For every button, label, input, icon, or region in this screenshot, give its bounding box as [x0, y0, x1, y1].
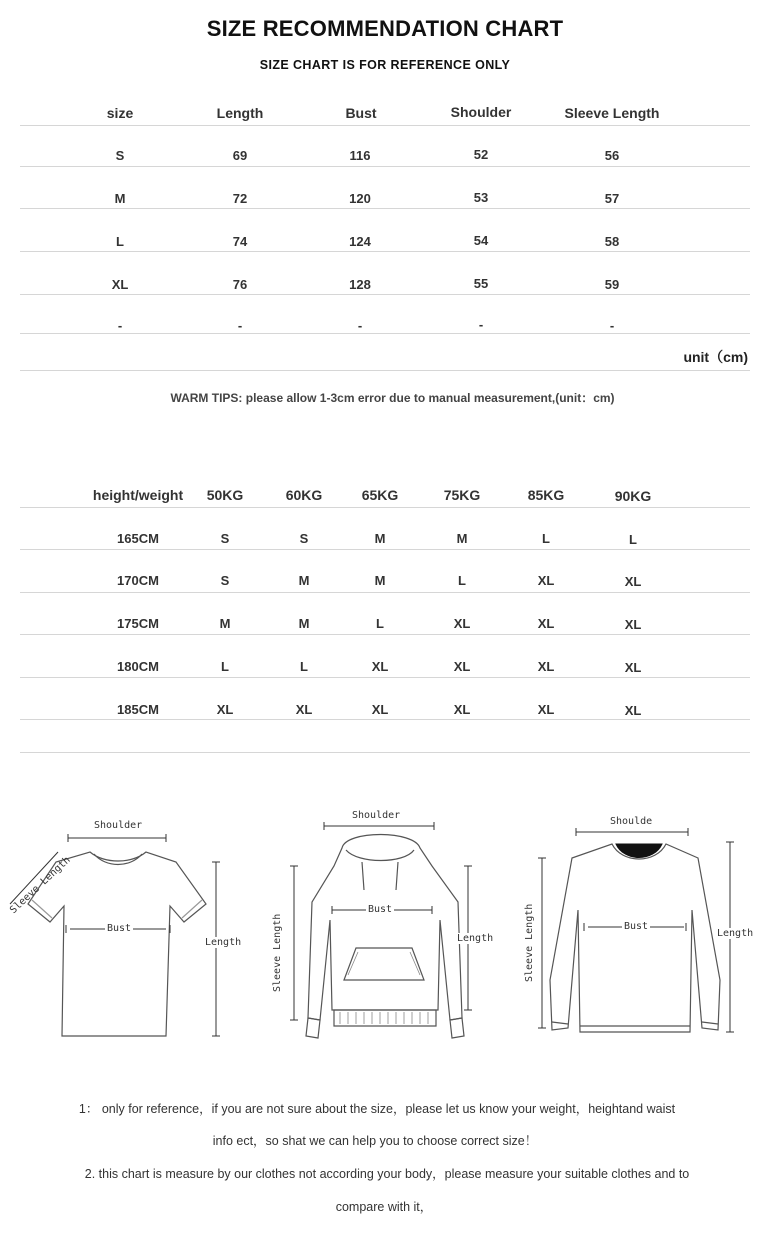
length-label: Length: [205, 937, 242, 948]
size-cell: 58: [604, 234, 620, 249]
divider: [20, 208, 750, 209]
size-chart-header: Length: [216, 105, 264, 121]
note-line: 2. this chart is measure by our clothes not according your body，please measure your suitable clothes and to: [84, 1167, 690, 1181]
hoodie-icon: [262, 800, 512, 1050]
shoulder-label: Shoulder: [94, 820, 143, 831]
size-cell: -: [478, 317, 484, 332]
size-cell: XL: [111, 277, 129, 292]
size-cell: -: [357, 318, 363, 333]
page-title: SIZE RECOMMENDATION CHART: [206, 16, 564, 41]
bust-label: Bust: [368, 904, 393, 915]
fit-cell: 175CM: [117, 616, 159, 631]
fit-chart-header: 75KG: [443, 487, 481, 503]
size-cell: 56: [604, 148, 620, 163]
size-cell: 124: [349, 234, 371, 249]
sleeve-length-label: Sleeve Length: [524, 903, 535, 982]
size-cell: 55: [473, 276, 489, 291]
fit-cell: L: [221, 659, 229, 674]
fit-cell: S: [220, 573, 230, 588]
length-label: Length: [717, 928, 754, 939]
fit-cell: XL: [295, 702, 313, 717]
size-cell: -: [609, 318, 615, 333]
fit-cell: L: [376, 616, 384, 631]
fit-cell: M: [456, 531, 468, 546]
size-cell: 57: [604, 191, 620, 206]
fit-cell: M: [374, 531, 386, 546]
divider: [20, 677, 750, 678]
fit-cell: 170CM: [117, 573, 159, 588]
fit-cell: XL: [624, 660, 642, 675]
divider: [20, 294, 750, 295]
bust-label: Bust: [107, 923, 132, 934]
fit-cell: S: [220, 531, 230, 546]
fit-chart-header: 50KG: [206, 487, 244, 503]
divider: [20, 592, 750, 593]
fit-cell: M: [298, 616, 310, 631]
fit-cell: XL: [216, 702, 234, 717]
warm-tips: WARM TIPS: please allow 1-3cm error due to manual measurement,(unit：cm): [170, 391, 615, 405]
sleeve-length-label: Sleeve Length: [8, 854, 73, 917]
hoodie-diagram: [262, 800, 512, 1050]
size-cell: 116: [349, 148, 371, 163]
fit-cell: M: [374, 573, 386, 588]
fit-cell: XL: [453, 616, 471, 631]
divider: [20, 333, 750, 334]
shoulder-label: Shoulder: [352, 810, 401, 821]
length-label: Length: [457, 933, 494, 944]
fit-cell: XL: [624, 574, 642, 589]
fit-cell: XL: [453, 702, 471, 717]
size-cell: 69: [232, 148, 248, 163]
divider: [20, 549, 750, 550]
fit-cell: XL: [537, 573, 555, 588]
size-chart-header: Shoulder: [450, 104, 512, 120]
size-cell: 74: [232, 234, 248, 249]
fit-cell: XL: [371, 702, 389, 717]
fit-cell: XL: [624, 703, 642, 718]
fit-chart-header: 60KG: [285, 487, 323, 503]
size-cell: 52: [473, 147, 489, 162]
sleeve-length-label: Sleeve Length: [272, 913, 283, 992]
divider: [20, 752, 750, 753]
divider: [20, 370, 750, 371]
fit-cell: L: [300, 659, 308, 674]
fit-chart-header: 90KG: [614, 488, 652, 504]
fit-chart-header: height/weight: [92, 487, 184, 503]
fit-cell: XL: [537, 659, 555, 674]
unit-label: unit（cm): [683, 349, 748, 365]
fit-cell: L: [629, 532, 637, 547]
divider: [20, 719, 750, 720]
size-cell: -: [237, 318, 243, 333]
fit-cell: XL: [537, 702, 555, 717]
fit-cell: L: [542, 531, 550, 546]
fit-chart-header: 85KG: [527, 487, 565, 503]
fit-cell: 185CM: [117, 702, 159, 717]
size-cell: 53: [473, 190, 489, 205]
size-cell: 128: [349, 277, 371, 292]
size-cell: 54: [473, 233, 489, 248]
size-cell: 59: [604, 277, 620, 292]
sweater-diagram: [512, 800, 770, 1050]
fit-cell: M: [219, 616, 231, 631]
size-chart-header: Bust: [345, 105, 377, 121]
divider: [20, 125, 750, 126]
size-cell: 76: [232, 277, 248, 292]
fit-cell: XL: [453, 659, 471, 674]
size-cell: -: [117, 318, 123, 333]
size-chart-header: size: [106, 105, 134, 121]
fit-cell: XL: [371, 659, 389, 674]
fit-cell: XL: [537, 616, 555, 631]
fit-cell: 180CM: [117, 659, 159, 674]
fit-chart-header: 65KG: [361, 487, 399, 503]
fit-cell: L: [458, 573, 466, 588]
divider: [20, 507, 750, 508]
note-line: compare with it，: [335, 1200, 433, 1214]
size-cell: 120: [349, 191, 371, 206]
fit-cell: XL: [624, 617, 642, 632]
divider: [20, 251, 750, 252]
size-cell: S: [115, 148, 125, 163]
note-line: info ect，so shat we can help you to choose correct size！: [212, 1134, 538, 1148]
divider: [20, 166, 750, 167]
size-cell: M: [114, 191, 126, 206]
note-line: 1： only for reference，if you are not sure about the size，please let us know your weight，heightand waist: [78, 1102, 676, 1116]
size-chart-header: Sleeve Length: [564, 105, 660, 121]
size-cell: L: [116, 234, 124, 249]
fit-cell: M: [298, 573, 310, 588]
bust-label: Bust: [624, 921, 649, 932]
page-subtitle: SIZE CHART IS FOR REFERENCE ONLY: [259, 58, 511, 72]
divider: [20, 634, 750, 635]
fit-cell: S: [299, 531, 309, 546]
tshirt-diagram: [0, 800, 260, 1050]
shoulder-label: Shoulde: [610, 816, 653, 827]
size-cell: 72: [232, 191, 248, 206]
fit-cell: 165CM: [117, 531, 159, 546]
